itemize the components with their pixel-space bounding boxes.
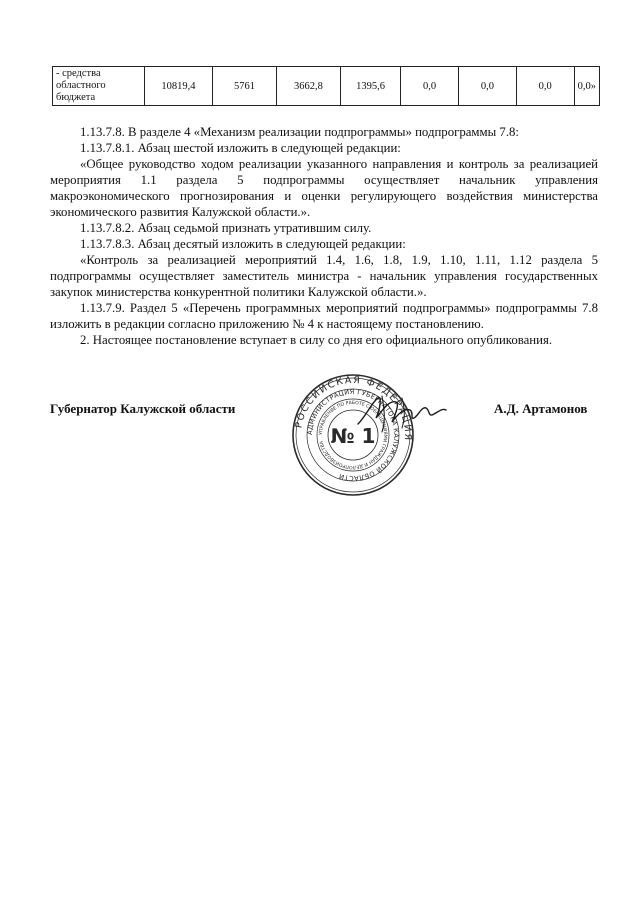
handwritten-signature (352, 388, 452, 438)
table-cell: 0,0» (574, 67, 599, 106)
table-cell: 0,0 (401, 67, 459, 106)
document-body (50, 124, 598, 348)
row-label-cell (53, 67, 145, 106)
seal-outer-text: РОССИЙСКАЯ ФЕДЕРАЦИЯ (293, 374, 414, 442)
table-cell: 1395,6 (340, 67, 400, 106)
seal-middle-text: АДМИНИСТРАЦИЯ ГУБЕРНАТОРА КАЛУЖСКОЙ ОБЛАСТИ (305, 387, 401, 483)
row-label-line: - средства (56, 68, 101, 79)
budget-table (52, 66, 600, 106)
seal-number: № 1 (330, 424, 376, 448)
table-cell: 5761 (213, 67, 277, 106)
paragraph: 1.13.7.8.3. Абзац десятый изложить в следующей редакции: (80, 237, 406, 251)
paragraph: 1.13.7.8. В разделе 4 «Механизм реализации подпрограммы» подпрограммы 7.8: (80, 125, 519, 139)
paragraph: 1.13.7.9. Раздел 5 «Перечень программных мероприятий подпрограммы» подпрограммы 7.8 изложить в редакции согласно приложению № 4 к настоящему постановлению. (50, 301, 598, 331)
paragraph: «Контроль за реализацией мероприятий 1.4, 1.6, 1.8, 1.9, 1.10, 1.11, 1.12 раздела 5 подпрограммы осуществляет заместитель министра - начальник управления государственных закупок министерства конкурентной политики Калужской области.». (50, 253, 598, 299)
row-label-line: областного (56, 80, 106, 91)
table-cell: 3662,8 (276, 67, 340, 106)
paragraph: «Общее руководство ходом реализации указанного направления и контроль за реализацией мероприятия 1.1 раздела 5 подпрограммы осуществляет начальник управления макроэкономического прогнозирования и оценки регулирующего воздействия министерства экономического развития Калужской области.». (50, 157, 598, 219)
table-row (53, 67, 600, 106)
signatory-name: А.Д. Артамонов (494, 401, 588, 416)
table-cell: 10819,4 (144, 67, 212, 106)
paragraph: 1.13.7.8.1. Абзац шестой изложить в следующей редакции: (80, 141, 401, 155)
table-cell: 0,0 (458, 67, 516, 106)
paragraph: 2. Настоящее постановление вступает в силу со дня его официального опубликования. (80, 333, 553, 347)
row-label-line: бюджета (56, 92, 96, 103)
signatory-title: Губернатор Калужской области (50, 401, 236, 416)
paragraph: 1.13.7.8.2. Абзац седьмой признать утратившим силу. (80, 221, 372, 235)
table-cell: 0,0 (516, 67, 574, 106)
seal-inner-text: УПРАВЛЕНИЕ ПО РАБОТЕ С ОБРАЩЕНИЯМИ ГРАЖДАН И ДЕЛОПРОИЗВОДСТВА (318, 400, 388, 470)
